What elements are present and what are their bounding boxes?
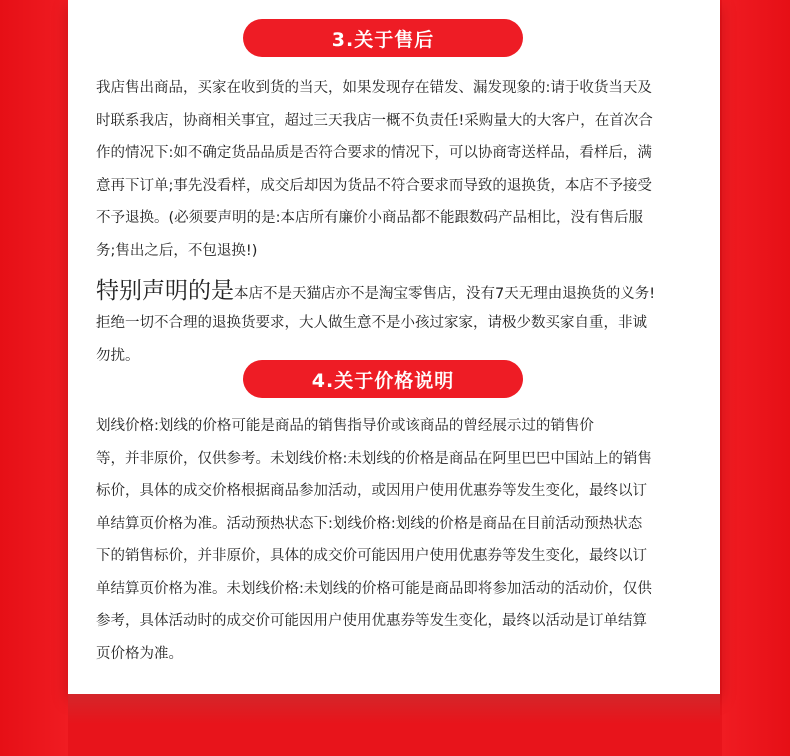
text-line: 页价格为准。	[96, 645, 183, 662]
pricing-text	[96, 410, 696, 670]
section-title-pricing: 4.关于价格说明	[243, 360, 523, 398]
notice-heading: 特别声明的是	[96, 278, 234, 304]
text-line: 等，并非原价，仅供参考。未划线价格:未划线的价格是商品在阿里巴巴中国站上的销售	[96, 450, 652, 467]
text-line: 时联系我店，协商相关事宜，超过三天我店一概不负责任!采购量大的大客户，在首次合	[96, 112, 653, 129]
text-line: 意再下订单;事先没看样，成交后却因为货品不符合要求而导致的退换货，本店不予接受	[96, 177, 652, 194]
text-line: 单结算页价格为准。未划线价格:未划线的价格可能是商品即将参加活动的活动价，仅供	[96, 580, 652, 597]
section-title-after-sales: 3.关于售后	[243, 19, 523, 57]
text-line: 作的情况下:如不确定货品品质是否符合要求的情况下，可以协商寄送样品，看样后，满	[96, 145, 652, 161]
special-notice	[96, 274, 696, 311]
text-line: 不予退换。(必须要声明的是:本店所有廉价小商品都不能跟数码产品相比，没有售后服	[96, 210, 644, 226]
text-line: 划线价格:划线的价格可能是商品的销售指导价或该商品的曾经展示过的销售价	[96, 418, 594, 434]
text-line: 下的销售标价，并非原价，具体的成交价可能因用户使用优惠券等发生变化，最终以订	[96, 548, 647, 564]
after-sales-text	[96, 72, 696, 267]
text-line: 参考，具体活动时的成交价可能因用户使用优惠券等发生变化，最终以活动是订单结算	[96, 613, 647, 629]
right-background-shade	[722, 0, 790, 756]
text-line: 标价，具体的成交价格根据商品参加活动，或因用户使用优惠券等发生变化，最终以订	[96, 483, 647, 499]
bottom-red-band	[68, 694, 720, 724]
notice-line: 拒绝一切不合理的退换货要求，大人做生意不是小孩过家家，请极少数买家自重，非诚	[96, 315, 647, 331]
notice-line: 勿扰。	[96, 347, 140, 364]
left-background-shade	[0, 0, 68, 756]
notice-line: 本店不是天猫店亦不是淘宝零售店，没有7天无理由退换货的义务!	[234, 286, 656, 302]
text-line: 务;售出之后，不包退换!)	[96, 242, 258, 259]
text-line: 我店售出商品，买家在收到货的当天，如果发现存在错发、漏发现象的:请于收货当天及	[96, 80, 652, 96]
text-line: 单结算页价格为准。活动预热状态下:划线价格:划线的价格是商品在目前活动预热状态	[96, 515, 643, 532]
